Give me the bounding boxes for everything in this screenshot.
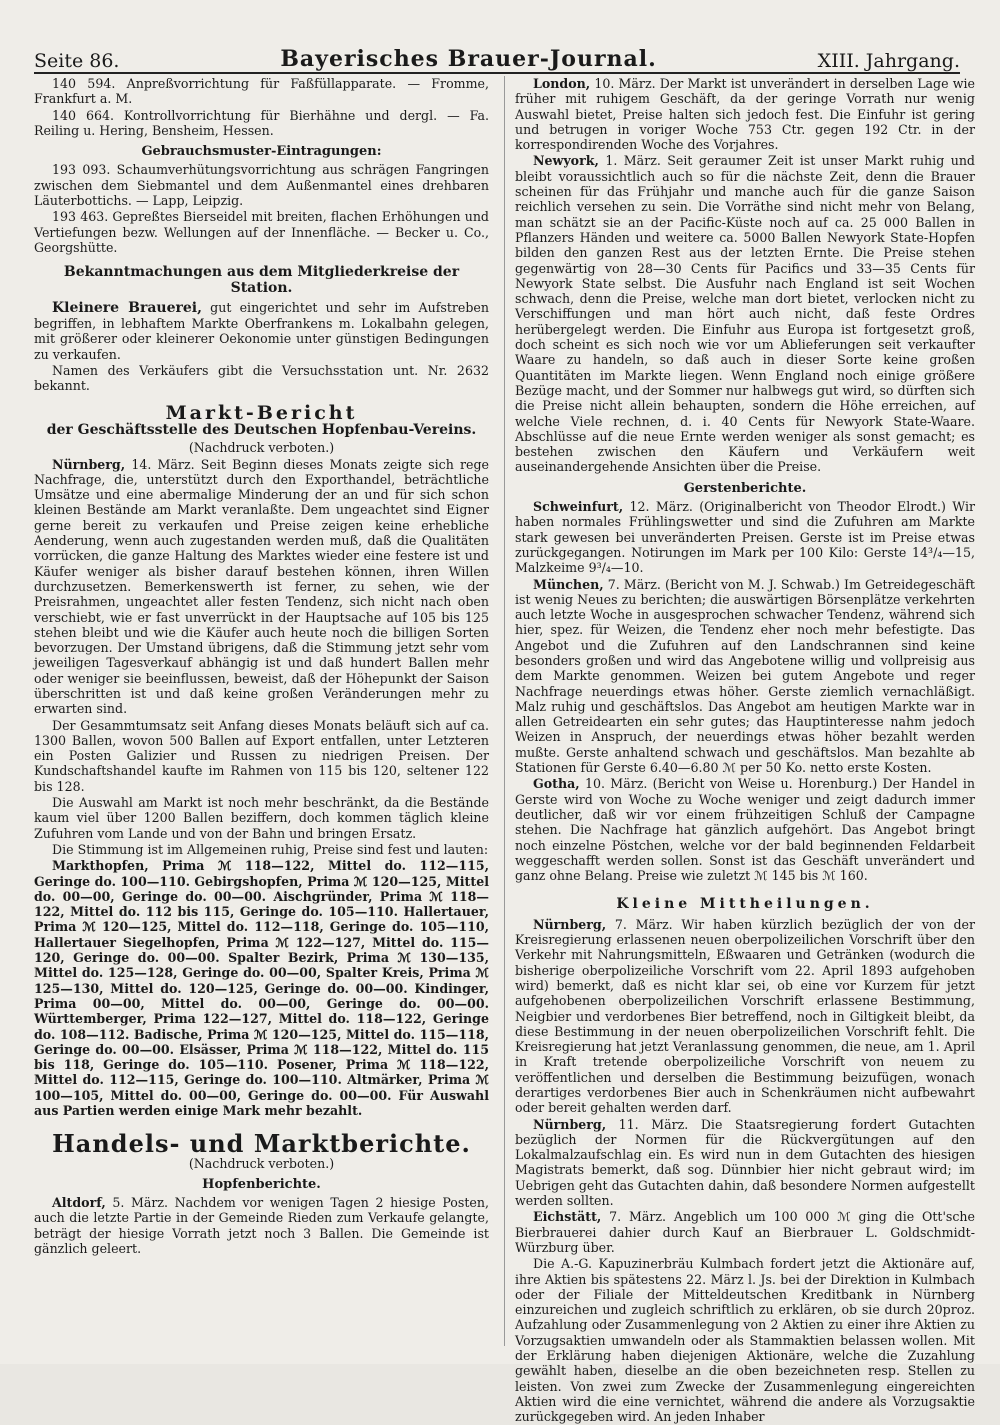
markt-paragraph-4: Die Stimmung ist im Allgemeinen ruhig, Preise sind fest und lauten: [52, 841, 489, 857]
markt-paragraph-3: Die Auswahl am Markt ist noch mehr beschränkt, da die Bestände kaum viel über 1200 Ballen beziffern, doch kommen täglich kleine Zufuhren vom Lande und von der Bahn und bringen Ersatz. [34, 795, 489, 841]
eichstaett-report [515, 1209, 975, 1255]
kulmbach-report: Die A.-G. Kapuzinerbräu Kulmbach fordert jetzt die Aktionäre auf, ihre Aktien bis spätestens 22. März l. Js. bei der Direktion in Kulmbach oder der Filiale der Mitteldeutschen Kreditbank in Nürnberg einzureichen und zugleich schriftlich zu erklären, ob sie durch 20proz. Aufzahlung oder Zusammenlegung von 2 Aktien zu einer ihre Aktien zu Vorzugsaktien umwandeln oder als Stammaktien belassen wollen. Mit der Erklärung haben diejenigen Aktionäre, welche die Zuzahlung gewählt haben, dieselbe an die oben bezeichneten resp. Stellen zu leisten. Von zwei zum Zwecke der Zusammenlegung eingereichten Aktien wird die eine vernichtet, während die andere als Vorzugsaktie zurückgegeben wird. An jeden Inhaber [515, 1256, 975, 1425]
bekanntmachung-text [34, 300, 489, 362]
page-header [34, 38, 960, 74]
schweinfurt-place: Schweinfurt, [533, 499, 624, 515]
schweinfurt-body: 12. März. (Originalbericht von Theodor Elrodt.) Wir haben normales Frühlingswetter und sind die Zufuhren am Markte stark gewesen bei unveränderten Preisen. Gerste ist im Preise etwas zurückgegangen. Notirungen im Mark per 100 Kilo: Gerste 14³/₄—15, Malzkeime 9³/₄—10. [515, 499, 975, 576]
right-column [504, 76, 975, 1425]
nuernberg-report-2 [515, 1117, 975, 1209]
altdorf-place: Altdorf, [52, 1195, 106, 1211]
markt-note: (Nachdruck verboten.) [188, 440, 335, 456]
markt-place: Nürnberg, [52, 456, 126, 472]
altdorf-body: 5. März. Nachdem vor wenigen Tagen 2 hiesige Posten, auch die letzte Partie in der Gemeinde Rieden zum Verkaufe gelangte, beträgt der hiesige Vorrath jetzt noch 3 Ballen. Die Gemeinde ist gänzlich geleert. [34, 1195, 489, 1257]
nuernberg-place-2: Nürnberg, [533, 1116, 607, 1132]
schweinfurt-report [515, 499, 975, 575]
markt-prices: Markthopfen, Prima ℳ 118—122, Mittel do. 112—115, Geringe do. 100—110. Gebirgshopfen, Prima ℳ 120—125, Mittel do. 00—00, Geringe do. 00—00. Aischgründer, Prima ℳ 118—122, Mittel do. 112 bis 115, Geringe do. 105—110. Hallertauer, Prima ℳ 120—125, Mittel do. 112—118, Geringe do. 105—110, Hallertauer Siegelhopfen, Prima ℳ 122—127, Mittel do. 115—120, Geringe do. 00—00. Spalter Bezirk, Prima ℳ 130—135, Mittel do. 125—128, Geringe do. 00—00, Spalter Kreis, Prima ℳ 125—130, Mittel do. 120—125, Geringe do. 00—00. Kindinger, Prima 00—00, Mittel do. 00—00, Geringe do. 00—00. Württemberger, Prima 122—127, Mittel do. 118—122, Geringe do. 108—112. Badische, Prima ℳ 120—125, Mittel do. 115—118, Geringe do. 00—00. Elsässer, Prima ℳ 118—122, Mittel do. 115 bis 118, Geringe do. 105—110. Posener, Prima ℳ 118—122, Mittel do. 112—115, Geringe do. 100—110. Altmärker, Prima ℳ 100—105, Mittel do. 00—00, Geringe do. 00—00. Für Auswahl aus Partien werden einige Mark mehr bezahlt. [34, 858, 489, 1118]
journal-title: Bayerisches Brauer-Journal. [280, 46, 657, 72]
muenchen-place: München, [533, 576, 604, 592]
nuernberg-place-1: Nürnberg, [533, 916, 607, 932]
markt-bericht-heading: Markt-Bericht [165, 401, 358, 424]
muenchen-report [515, 577, 975, 776]
bekanntmachung-lead: Kleinere Brauerei, [52, 299, 202, 316]
handels-note: (Nachdruck verboten.) [188, 1155, 335, 1171]
bekanntmachungen-heading: Bekanntmachungen aus dem Mitgliederkreise der Station. [63, 264, 460, 296]
kleine-mittheilungen-heading: Kleine Mittheilungen. [616, 896, 874, 913]
patent-entry: 140 664. Kontrollvorrichtung für Bierhähne und dergl. — Fa. Reiling u. Hering, Bensheim, Hessen. [34, 107, 489, 138]
gotha-report [515, 776, 975, 883]
gebrauchsmuster-entry: 193 463. Gepreßtes Bierseidel mit breiten, flachen Erhöhungen und Vertiefungen bezw. Wellungen auf der Innenfläche. — Becker u. Co., Georgshütte. [34, 209, 489, 255]
markt-bericht-subheading: der Geschäftsstelle des Deutschen Hopfenbau-Vereins. [46, 421, 477, 438]
muenchen-body: 7. März. (Bericht von M. J. Schwab.) Im Getreidegeschäft ist wenig Neues zu berichten; die auswärtigen Börsenplätze verkehrten auch letzte Woche in ausgesprochen schwacher Tendenz, während sich hier, spez. für Weizen, die Tendenz eher noch mehr befestigte. Das Angebot und die Zufuhren auf den Landschrannen sind keine besonders großen und wird das Angebotene willig und vollpreisig aus dem Markte genommen. Weizen bei gutem Angebote und reger Nachfrage neuerdings etwas höher. Gerste ziemlich vernachläßigt. Malz ruhig und geschäftslos. Das Angebot am heutigen Markte war in allen Getreidearten ein sehr gutes; das Hauptinteresse nahm jedoch Weizen in Anspruch, der neuerdings etwas höher bezahlt werden mußte. Gerste anhaltend schwach und geschäftslos. Man bezahlte ab Stationen für Gerste 6.40—6.80 ℳ per 50 Ko. netto erste Kosten. [515, 576, 975, 776]
bekanntmachung-text2: Namen des Verkäufers gibt die Versuchsstation unt. Nr. 2632 bekannt. [34, 363, 489, 394]
newyork-report [515, 153, 975, 474]
nuernberg-body-1: 7. März. Wir haben kürzlich bezüglich der von der Kreisregierung erlassenen neuen oberpolizeilichen Vorschrift über den Verkehr mit Nahrungsmitteln, Eßwaaren und Getränken (wodurch die bisherige oberpolizeiliche Vorschrift vom 22. April 1893 aufgehoben wird) bemerkt, daß es nicht klar sei, ob eine vor Kurzem für jetzt aufgehobenen oberpolizeilichen Vorschrift erlassene Bestimmung, Neigbier und verdorbenes Bier betreffend, noch in Giltigkeit bleibt, da diese Bestimmung in der neuen oberpolizeilichen Vorschrift fehlt. Die Kreisregierung hat jetzt Veranlassung genommen, die neue, am 1. April in Kraft tretende oberpolizeiliche Vorschrift von neuem zu veröffentlichen und derselben die Bestimmung beizufügen, wonach derartiges verdorbenes Bier auch in Schenkräumen nicht aufbewahrt oder bereit gehalten werden darf. [515, 916, 975, 1116]
left-column [34, 76, 489, 1346]
newyork-place: Newyork, [533, 153, 599, 169]
nuernberg-report-1 [515, 917, 975, 1116]
markt-paragraph-2: Der Gesammtumsatz seit Anfang dieses Monats beläuft sich auf ca. 1300 Ballen, wovon 500 Ballen auf Export entfallen, unter Letzteren ein Posten Galizier und Russen zu niedrigen Preisen. Der Kundschaftshandel kaufte im Rahmen von 115 bis 120, seltener 122 bis 128. [34, 717, 489, 794]
volume-year: XIII. Jahrgang. [817, 50, 960, 72]
newyork-body: 1. März. Seit geraumer Zeit ist unser Markt ruhig und bleibt voraussichtlich auch so für die nächste Zeit, denn die Brauer scheinen für das Frühjahr und manche auch für die ganze Saison reichlich versehen zu sein. Die Vorräthe sind nicht mehr von Belang, man schätzt sie an der Pacific-Küste noch auf ca. 25 000 Ballen in Pflanzers Händen und weitere ca. 5000 Ballen Newyork State-Hopfen bilden den ganzen Rest aus der letzten Ernte. Die Preise stehen gegenwärtig von 28—30 Cents für Pacifics und 33—35 Cents für Newyork State selbst. Die Ausfuhr nach England ist seit Wochen schwach, denn die Preise, welche man dort bietet, verlocken nicht zu Verschiffungen und man hört auch nicht, daß feste Ordres herübergelegt werden. Die Einfuhr aus Europa ist fortgesetzt groß, doch scheint es sich noch wie vor um Ablieferungen seit verkaufter Waare zu handeln, so daß auch in dieser Sorte keine großen Quantitäten im Markte liegen. Wenn England noch einige größere Bezüge macht, und der Sommer nur halbwegs gut wird, so dürften sich die Preise nicht allein behaupten, sondern die Höhe erreichen, auf welche Viele rechnen, d. i. 40 Cents für Newyork State-Waare. Abschlüsse auf die neue Ernte werden weniger als sonst gemacht; es bestehen zwischen den Käufern und Verkäufern weit auseinandergehende Ansichten über die Preise. [515, 153, 975, 475]
eichstaett-body: 7. März. Angeblich um 100 000 ℳ ging die Ott'sche Bierbrauerei dahier durch Kauf an Bierbrauer L. Goldschmidt-Würzburg über. [515, 1209, 975, 1255]
markt-body: 14. März. Seit Beginn dieses Monats zeigte sich rege Nachfrage, die, unterstützt durch den Exporthandel, beträchtliche Umsätze und eine abermalige Minderung der an und für sich schon kleinen Bestände am Markt veranlaßte. Dem ungeachtet sind Eigner gerne bereit zu verkaufen und Preise zeigen keine erhebliche Aenderung, wenn auch zugestanden werden muß, daß die Qualitäten vorrücken, die ganze Haltung des Marktes wieder eine festere ist und Käufer weniger als bisher darauf bestehen können, ihren Willen durchzusetzen. Bemerkenswerth ist ferner, zu sehen, wie der Preisrahmen, ungeachtet aller festen Tendenz, sich nicht nach oben verschiebt, wie er fast unverrückt in der Hauptsache auf 105 bis 125 stehen bleibt und wie die Käufer auch heute noch die billigen Sorten bevorzugen. Der Umstand übrigens, daß die Stimmung jetzt sehr vom jeweiligen Tagesverkauf abhängig ist und daß hundert Ballen mehr oder weniger sie beeinflussen, beweist, daß der Höhepunkt der Saison überschritten ist und daß keine großen Veränderungen mehr zu erwarten sind. [34, 456, 489, 717]
gotha-place: Gotha, [533, 776, 580, 792]
london-place: London, [533, 76, 591, 91]
markt-paragraph [34, 457, 489, 717]
bekanntmachung-body: gut eingerichtet und sehr im Aufstreben begriffen, in lebhaftem Markte Oberfrankens m. Lokalbahn gelegen, mit größerer oder kleinerer Oekonomie unter günstigen Bedingungen zu verkaufen. [34, 299, 489, 362]
nuernberg-body-2: 11. März. Die Staatsregierung fordert Gutachten bezüglich der Normen für die Rückvergütungen auf den Lokalmalzaufschlag ein. Es wird nun in dem Gutachten des hiesigen Magistrats bemerkt, daß sog. Dünnbier hier nicht gebraut wird; im Uebrigen geht das Gutachten dahin, daß besondere Normen aufgestellt werden sollten. [515, 1116, 975, 1209]
gebrauchsmuster-heading: Gebrauchsmuster-Eintragungen: [141, 144, 382, 160]
gerstenberichte-heading: Gerstenberichte. [683, 480, 807, 496]
hopfenberichte-heading: Hopfenberichte. [202, 1176, 321, 1192]
london-body: 10. März. Der Markt ist unverändert in derselben Lage wie früher mit ruhigem Geschäft, da der geringe Vorrath nur wenig Auswahl bietet, Preise halten sich jedoch fest. Die Einfuhr ist gering und betrugen in voriger Woche 753 Ctr. gegen 192 Ctr. in der korrespondirenden Woche des Vorjahres. [515, 76, 975, 153]
page-number: Seite 86. [34, 50, 120, 72]
handels-heading: Handels- und Marktberichte. [52, 1129, 471, 1159]
altdorf-report [34, 1195, 489, 1256]
london-report [515, 76, 975, 152]
eichstaett-place: Eichstätt, [533, 1209, 602, 1225]
gotha-body: 10. März. (Bericht von Weise u. Horenburg.) Der Handel in Gerste wird von Woche zu Woche weniger und zeigt dadurch immer deutlicher, daß wir vor einem frühzeitigen Schluß der Campagne stehen. Die Nachfrage hat gänzlich aufgehört. Das Angebot bringt noch einzelne Pöstchen, welche vor der bald beginnenden Feldarbeit weggeschafft werden sollen. Sonst ist das Geschäft unverändert und ganz ohne Belang. Preise wie zuletzt ℳ 145 bis ℳ 160. [515, 776, 975, 884]
patent-entry: 140 594. Anpreßvorrichtung für Faßfüllapparate. — Fromme, Frankfurt a. M. [34, 76, 489, 107]
gebrauchsmuster-entry: 193 093. Schaumverhütungsvorrichtung aus schrägen Fangringen zwischen dem Siebmantel und dem Außenmantel eines drehbaren Läuterbottichs. — Lapp, Leipzig. [34, 162, 489, 209]
